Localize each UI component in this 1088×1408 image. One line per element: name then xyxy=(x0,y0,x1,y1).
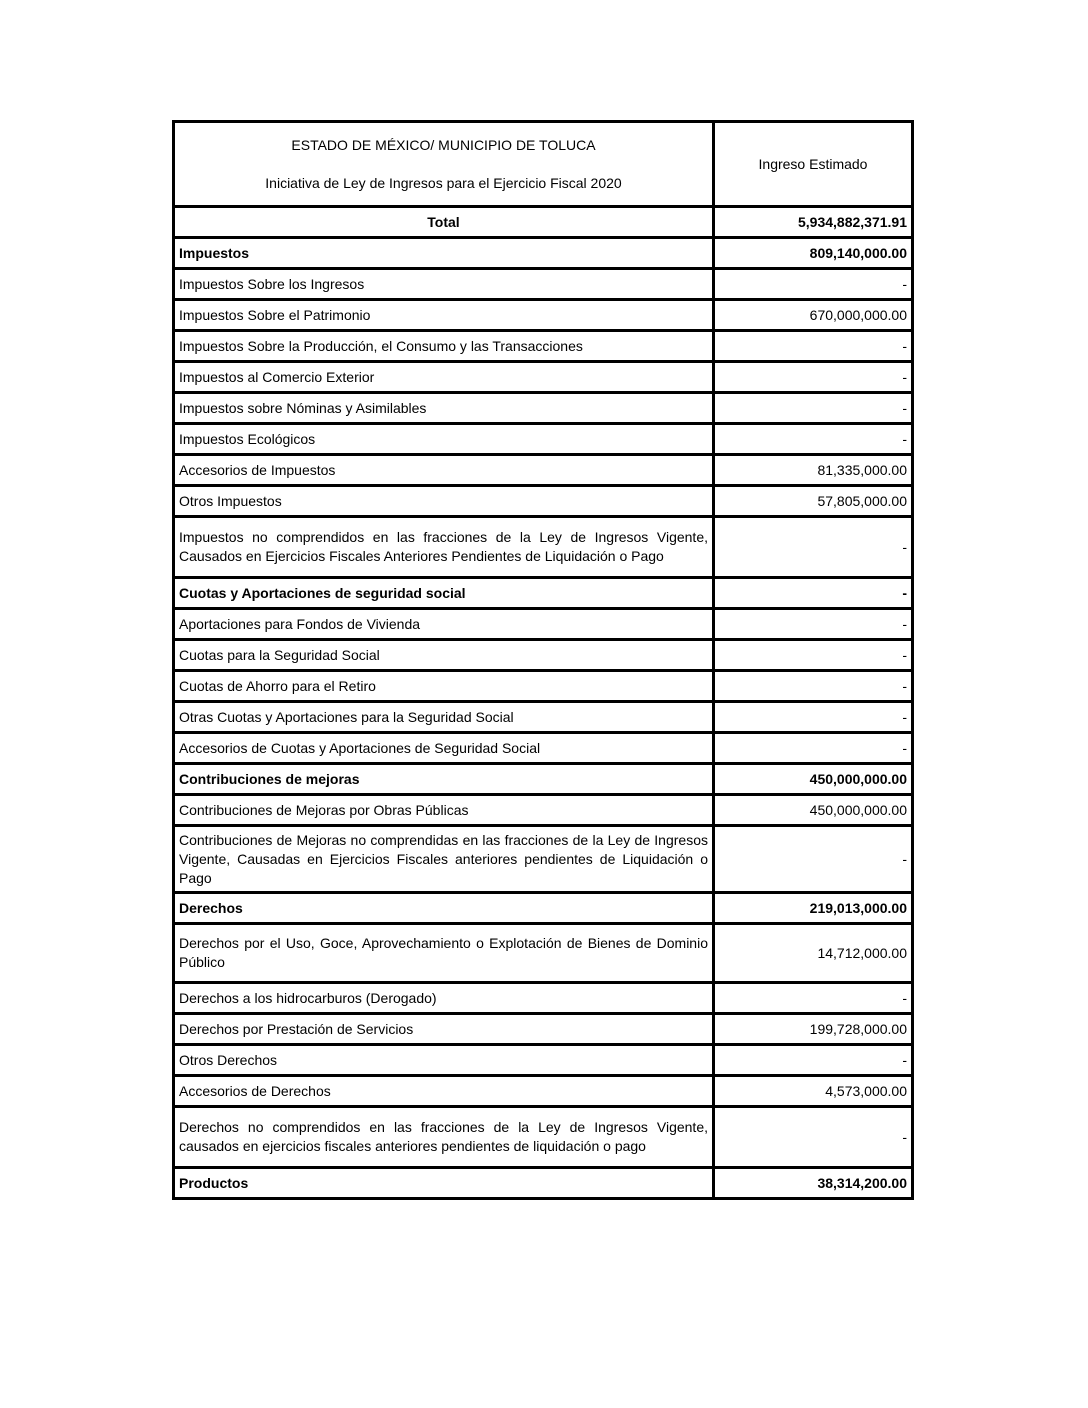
row-label: Accesorios de Derechos xyxy=(174,1076,714,1107)
row-amount: - xyxy=(714,517,913,578)
income-table xyxy=(172,120,914,1200)
row-label: Contribuciones de mejoras xyxy=(174,764,714,795)
table-row xyxy=(174,609,913,640)
table-header-row xyxy=(174,122,913,207)
table-row xyxy=(174,1107,913,1168)
table-row xyxy=(174,486,913,517)
row-label: Derechos a los hidrocarburos (Derogado) xyxy=(174,983,714,1014)
row-label: Productos xyxy=(174,1168,714,1199)
table-row xyxy=(174,1168,913,1199)
total-row xyxy=(174,207,913,238)
row-amount: 809,140,000.00 xyxy=(714,238,913,269)
row-amount: 38,314,200.00 xyxy=(714,1168,913,1199)
row-amount: 450,000,000.00 xyxy=(714,795,913,826)
table-title-cell xyxy=(174,122,714,207)
table-row xyxy=(174,578,913,609)
row-amount: - xyxy=(714,269,913,300)
row-label: Impuestos Sobre el Patrimonio xyxy=(174,300,714,331)
total-label: Total xyxy=(174,207,714,238)
table-row xyxy=(174,362,913,393)
row-amount: 219,013,000.00 xyxy=(714,893,913,924)
table-row xyxy=(174,764,913,795)
table-row xyxy=(174,983,913,1014)
table-row xyxy=(174,269,913,300)
row-label: Otros Derechos xyxy=(174,1045,714,1076)
row-amount: - xyxy=(714,331,913,362)
row-label: Contribuciones de Mejoras por Obras Públicas xyxy=(174,795,714,826)
row-label: Derechos por Prestación de Servicios xyxy=(174,1014,714,1045)
row-label: Impuestos no comprendidos en las fracciones de la Ley de Ingresos Vigente, Causados en Ejercicios Fiscales Anteriores Pendientes de Liquidación o Pago xyxy=(174,517,714,578)
row-amount: - xyxy=(714,1045,913,1076)
row-amount: - xyxy=(714,733,913,764)
row-label: Aportaciones para Fondos de Vivienda xyxy=(174,609,714,640)
table-row xyxy=(174,924,913,983)
table-row xyxy=(174,331,913,362)
row-amount: 81,335,000.00 xyxy=(714,455,913,486)
row-amount: - xyxy=(714,362,913,393)
table-row xyxy=(174,1076,913,1107)
row-amount: 14,712,000.00 xyxy=(714,924,913,983)
table-row xyxy=(174,238,913,269)
row-amount: 670,000,000.00 xyxy=(714,300,913,331)
row-label: Derechos xyxy=(174,893,714,924)
table-row xyxy=(174,702,913,733)
row-amount: 199,728,000.00 xyxy=(714,1014,913,1045)
table-subtitle: Iniciativa de Ley de Ingresos para el Ejercicio Fiscal 2020 xyxy=(265,175,622,191)
row-amount: - xyxy=(714,983,913,1014)
table-row xyxy=(174,826,913,893)
row-amount: - xyxy=(714,1107,913,1168)
table-title: ESTADO DE MÉXICO/ MUNICIPIO DE TOLUCA xyxy=(291,137,596,153)
table-row xyxy=(174,671,913,702)
row-label: Impuestos Ecológicos xyxy=(174,424,714,455)
table-row xyxy=(174,795,913,826)
amount-header-cell xyxy=(714,122,913,207)
row-label: Impuestos Sobre los Ingresos xyxy=(174,269,714,300)
table-row xyxy=(174,733,913,764)
row-label: Impuestos Sobre la Producción, el Consumo y las Transacciones xyxy=(174,331,714,362)
row-label: Otras Cuotas y Aportaciones para la Seguridad Social xyxy=(174,702,714,733)
row-amount: 450,000,000.00 xyxy=(714,764,913,795)
table-row xyxy=(174,300,913,331)
row-amount: - xyxy=(714,578,913,609)
row-label: Impuestos al Comercio Exterior xyxy=(174,362,714,393)
row-amount: - xyxy=(714,640,913,671)
row-label: Cuotas de Ahorro para el Retiro xyxy=(174,671,714,702)
row-amount: - xyxy=(714,393,913,424)
row-amount: 57,805,000.00 xyxy=(714,486,913,517)
row-amount: - xyxy=(714,609,913,640)
row-label: Impuestos sobre Nóminas y Asimilables xyxy=(174,393,714,424)
row-label: Cuotas y Aportaciones de seguridad social xyxy=(174,578,714,609)
table-row xyxy=(174,893,913,924)
total-amount: 5,934,882,371.91 xyxy=(714,207,913,238)
table-row xyxy=(174,424,913,455)
row-amount: - xyxy=(714,702,913,733)
row-label: Impuestos xyxy=(174,238,714,269)
table-row xyxy=(174,393,913,424)
amount-header: Ingreso Estimado xyxy=(758,156,868,172)
row-label: Derechos no comprendidos en las fracciones de la Ley de Ingresos Vigente, causados en ejercicios fiscales anteriores pendientes de liquidación o pago xyxy=(174,1107,714,1168)
row-amount: 4,573,000.00 xyxy=(714,1076,913,1107)
table-row xyxy=(174,1014,913,1045)
table-row xyxy=(174,1045,913,1076)
row-amount: - xyxy=(714,826,913,893)
row-amount: - xyxy=(714,671,913,702)
row-label: Cuotas para la Seguridad Social xyxy=(174,640,714,671)
row-label: Derechos por el Uso, Goce, Aprovechamiento o Explotación de Bienes de Dominio Público xyxy=(174,924,714,983)
table-row xyxy=(174,517,913,578)
table-row xyxy=(174,640,913,671)
row-label: Contribuciones de Mejoras no comprendidas en las fracciones de la Ley de Ingresos Vigente, Causadas en Ejercicios Fiscales anteriores pendientes de Liquidación o Pago xyxy=(174,826,714,893)
row-label: Otros Impuestos xyxy=(174,486,714,517)
row-amount: - xyxy=(714,424,913,455)
table-row xyxy=(174,455,913,486)
row-label: Accesorios de Cuotas y Aportaciones de Seguridad Social xyxy=(174,733,714,764)
row-label: Accesorios de Impuestos xyxy=(174,455,714,486)
